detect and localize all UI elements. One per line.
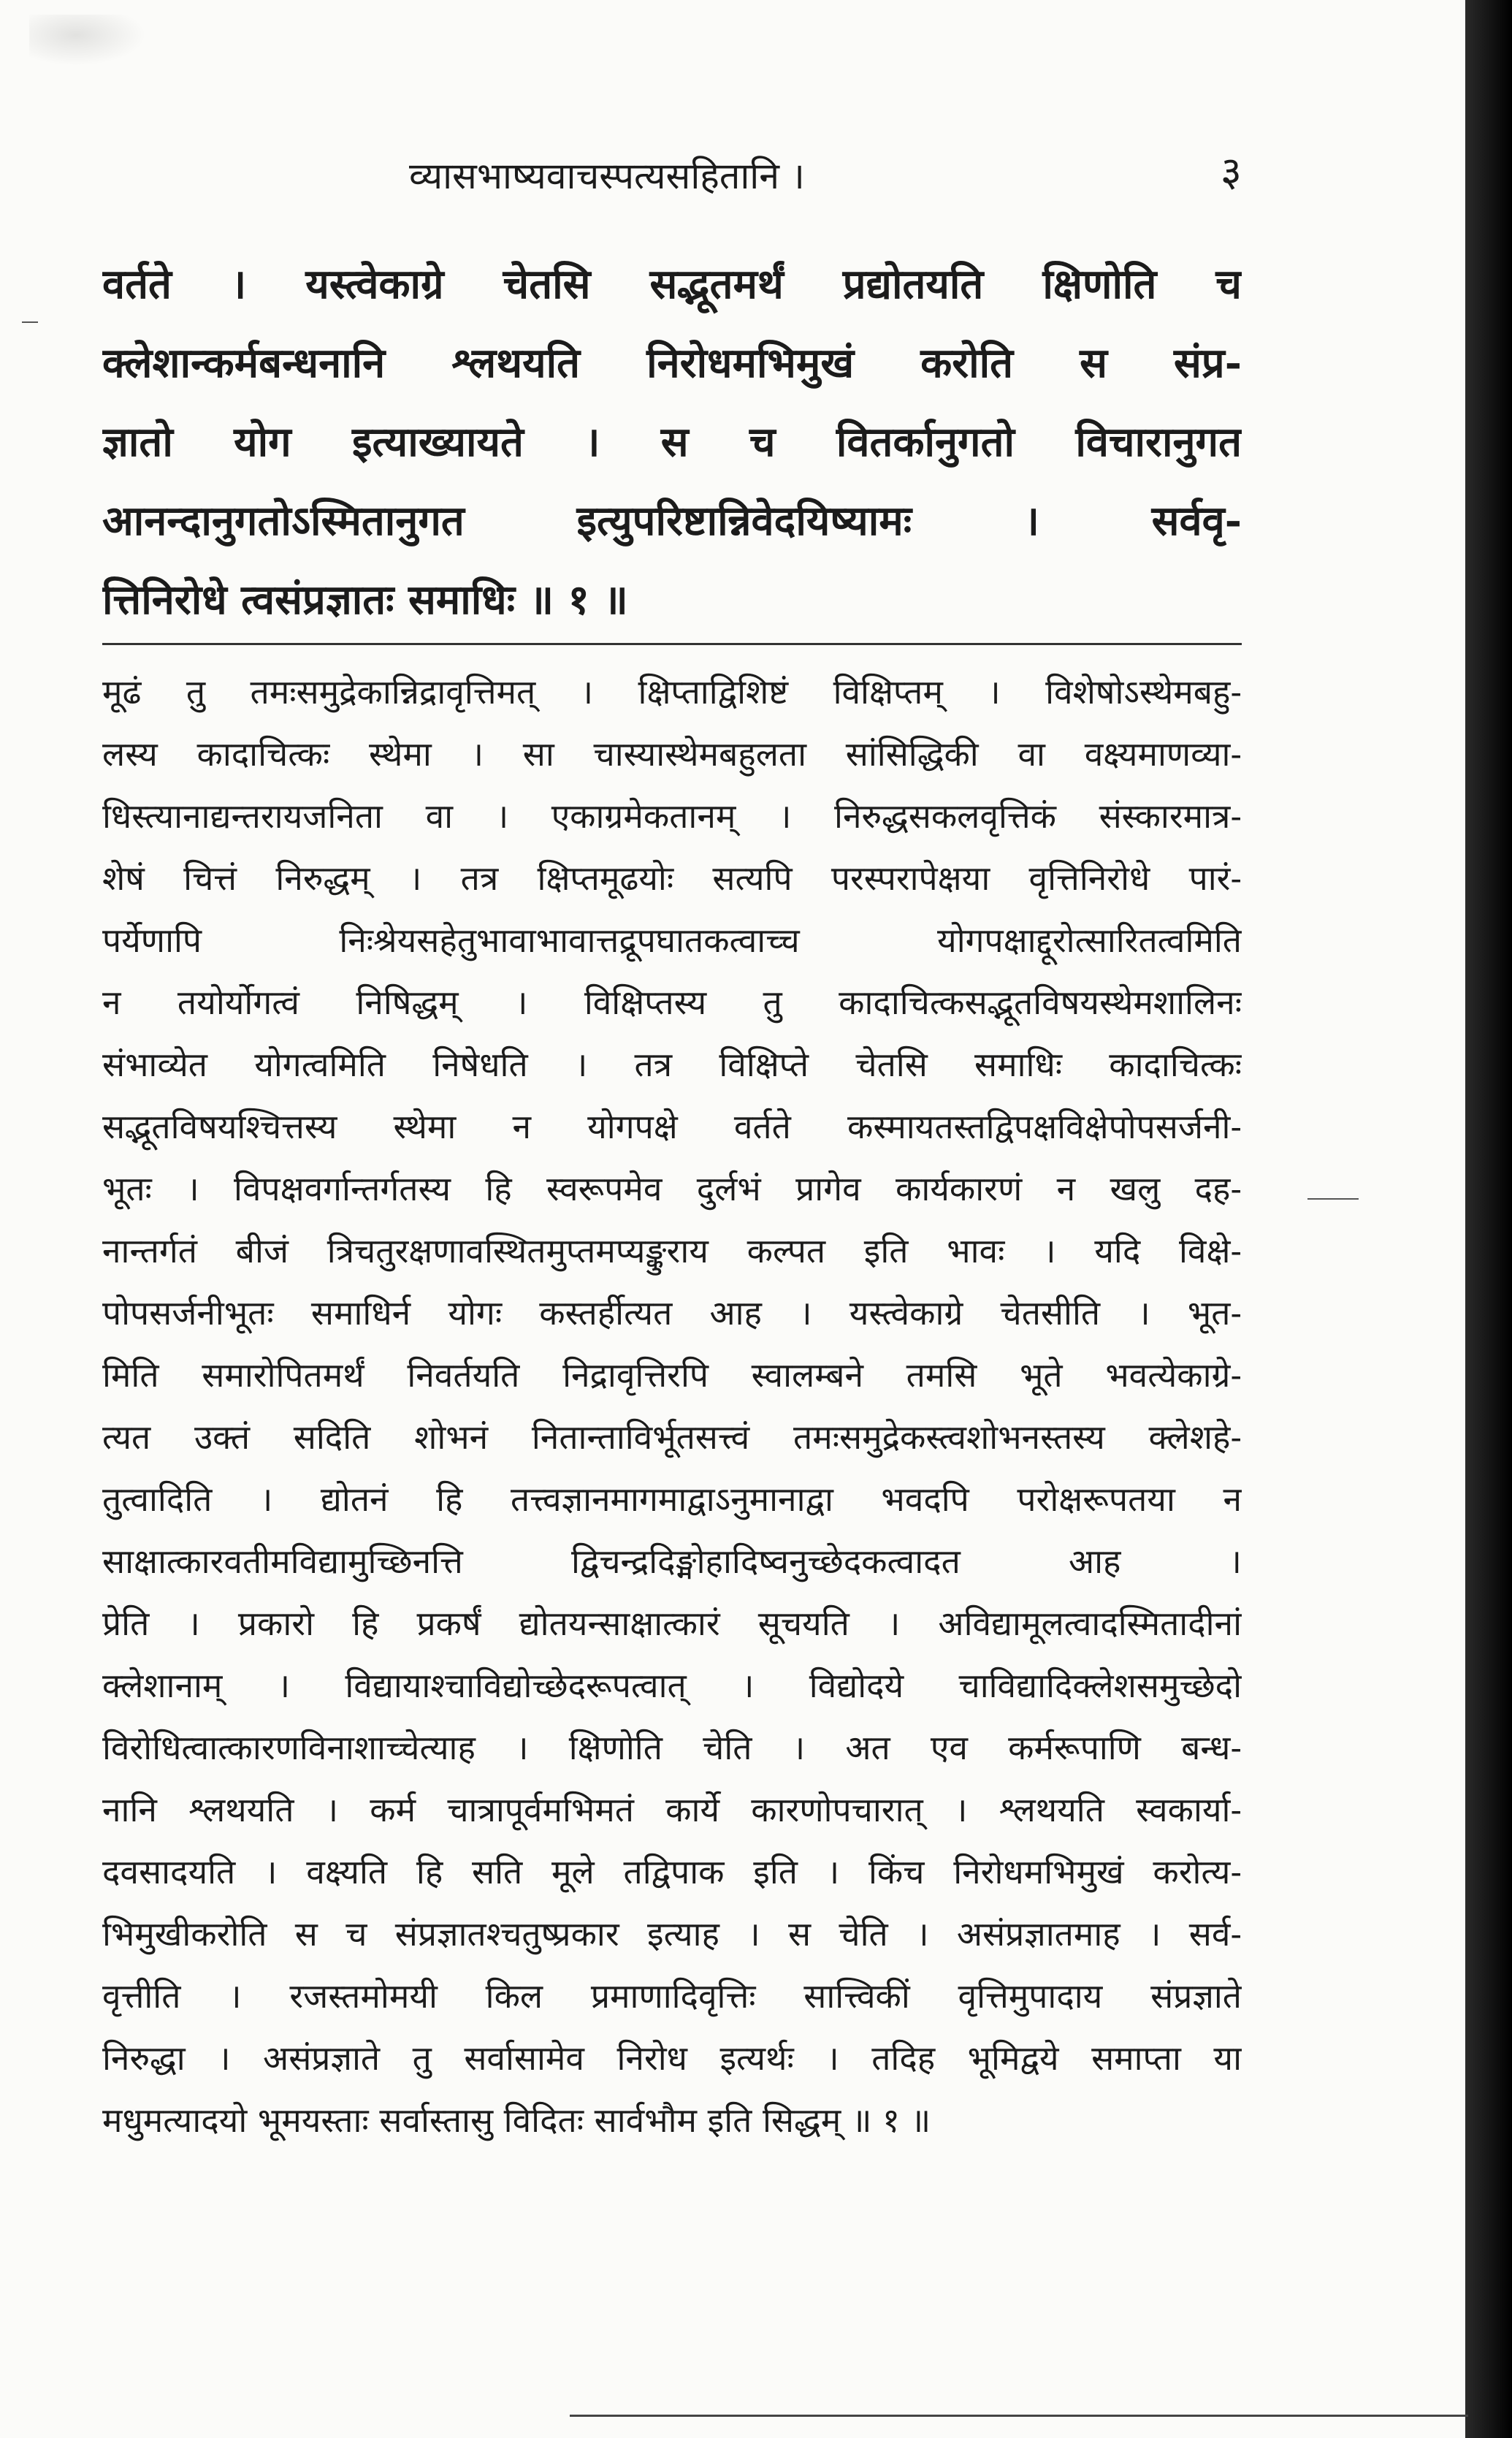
commentary-line: शेषं चित्तं निरुद्धम् । तत्र क्षिप्तमूढयोः सत्यपि परस्परापेक्षया वृत्तिनिरोधे पारं- — [102, 858, 1242, 898]
commentary-line: सद्भूतविषयश्चित्तस्य स्थेमा न योगपक्षे वर्तते कस्मायतस्तद्विपक्षविक्षेपोपसर्जनी- — [102, 1107, 1242, 1146]
commentary-line: नान्तर्गतं बीजं त्रिचतुरक्षणावस्थितमुप्तमप्यङ्कुराय कल्पत इति भावः । यदि विक्षे- — [102, 1231, 1242, 1271]
commentary-line: साक्षात्कारवतीमविद्यामुच्छिनत्ति द्विचन्द्रदिङ्मोहादिष्वनुच्छेदकत्वादत आह । — [102, 1542, 1242, 1581]
commentary-line: क्लेशानाम् । विद्यायाश्चाविद्योच्छेदरूपत्वात् । विद्योदये चाविद्यादिक्लेशसमुच्छेदो — [102, 1666, 1242, 1705]
commentary-line: पर्येणापि निःश्रेयसहेतुभावाभावात्तद्रूपघातकत्वाच्च योगपक्षाद्दूरोत्सारितत्वमिति — [102, 921, 1242, 960]
page-edge-shadow — [1465, 0, 1512, 2438]
bhashya-line: वर्तते । यस्त्वेकाग्रे चेतसि सद्भूतमर्थं प्रद्योतयति क्षिणोति च — [102, 260, 1242, 308]
commentary-line: प्रेति । प्रकारो हि प्रकर्षं द्योतयन्साक्षात्कारं सूचयति । अविद्यामूलत्वादस्मितादीनां — [102, 1604, 1242, 1643]
page-header — [117, 142, 1242, 208]
bhashya-line: आनन्दानुगतोऽस्मितानुगत इत्युपरिष्टान्निवेदयिष्यामः । सर्ववृ- — [102, 497, 1242, 545]
commentary-line: संभाव्येत योगत्वमिति निषेधति । तत्र विक्षिप्ते चेतसि समाधिः कादाचित्कः — [102, 1045, 1242, 1084]
scan-smudge — [29, 15, 146, 66]
commentary-line: वृत्तीति । रजस्तमोमयी किल प्रमाणादिवृत्तिः सात्त्विकीं वृत्तिमुपादाय संप्रज्ञाते — [102, 1976, 1242, 2016]
bhashya-text — [102, 245, 1242, 639]
running-title: व्यासभाष्यवाचस्पत्यसहितानि । — [409, 155, 805, 197]
commentary-line: त्यत उक्तं सदिति शोभनं नितान्ताविर्भूतसत्त्वं तमःसमुद्रेकस्त्वशोभनस्तस्य क्लेशहे- — [102, 1417, 1242, 1457]
section-divider — [102, 643, 1242, 645]
commentary-line: भूतः । विपक्षवर्गान्तर्गतस्य हि स्वरूपमेव दुर्लभं प्रागेव कार्यकारणं न खलु दह- — [102, 1169, 1242, 1208]
commentary-line: दवसादयति । वक्ष्यति हि सति मूले तद्विपाक इति । किंच निरोधमभिमुखं करोत्य- — [102, 1852, 1242, 1892]
bottom-edge-line — [570, 2415, 1468, 2417]
commentary-line: मूढं तु तमःसमुद्रेकान्निद्रावृत्तिमत् । क्षिप्ताद्विशिष्टं विक्षिप्तम् । विशेषोऽस्थेमबहु- — [102, 672, 1242, 712]
commentary-text — [102, 661, 1242, 2152]
commentary-line: पोपसर्जनीभूतः समाधिर्न योगः कस्तर्हीत्यत आह । यस्त्वेकाग्रे चेतसीति । भूत- — [102, 1293, 1242, 1333]
bhashya-line: त्तिनिरोधे त्वसंप्रज्ञातः समाधिः ॥ १ ॥ — [102, 576, 628, 624]
bhashya-line: क्लेशान्कर्मबन्धनानि श्लथयति निरोधमभिमुखं करोति स संप्र- — [102, 339, 1242, 387]
page-number: ३ — [1220, 148, 1242, 196]
margin-mark — [1307, 1198, 1359, 1200]
commentary-line: नानि श्लथयति । कर्म चात्रापूर्वमभिमतं कार्ये कारणोपचारात् । श्लथयति स्वकार्या- — [102, 1790, 1242, 1829]
commentary-line: मधुमत्यादयो भूमयस्ताः सर्वास्तासु विदितः सार्वभौम इति सिद्धम् ॥ १ ॥ — [102, 2100, 931, 2140]
commentary-line: निरुद्धा । असंप्रज्ञाते तु सर्वासामेव निरोध इत्यर्थः । तदिह भूमिद्वये समाप्ता या — [102, 2038, 1242, 2078]
commentary-line: मिति समारोपितमर्थं निवर्तयति निद्रावृत्तिरपि स्वालम्बने तमसि भूते भवत्येकाग्रे- — [102, 1355, 1242, 1395]
commentary-line: लस्य कादाचित्कः स्थेमा । सा चास्यास्थेमबहुलता सांसिद्धिकी वा वक्ष्यमाणव्या- — [102, 734, 1242, 774]
margin-mark — [22, 321, 38, 323]
commentary-line: विरोधित्वात्कारणविनाशाच्चेत्याह । क्षिणोति चेति । अत एव कर्मरूपाणि बन्ध- — [102, 1728, 1242, 1767]
commentary-line: तुत्वादिति । द्योतनं हि तत्त्वज्ञानमागमाद्वाऽनुमानाद्वा भवदपि परोक्षरूपतया न — [102, 1479, 1242, 1519]
commentary-line: भिमुखीकरोति स च संप्रज्ञातश्चतुष्प्रकार इत्याह । स चेति । असंप्रज्ञातमाह । सर्व- — [102, 1914, 1242, 1954]
commentary-line: धिस्त्यानाद्यन्तरायजनिता वा । एकाग्रमेकतानम् । निरुद्धसकलवृत्तिकं संस्कारमात्र- — [102, 796, 1242, 836]
bhashya-line: ज्ञातो योग इत्याख्यायते । स च वितर्कानुगतो विचारानुगत — [102, 418, 1242, 466]
commentary-line: न तयोर्योगत्वं निषिद्धम् । विक्षिप्तस्य तु कादाचित्कसद्भूतविषयस्थेमशालिनः — [102, 983, 1242, 1022]
